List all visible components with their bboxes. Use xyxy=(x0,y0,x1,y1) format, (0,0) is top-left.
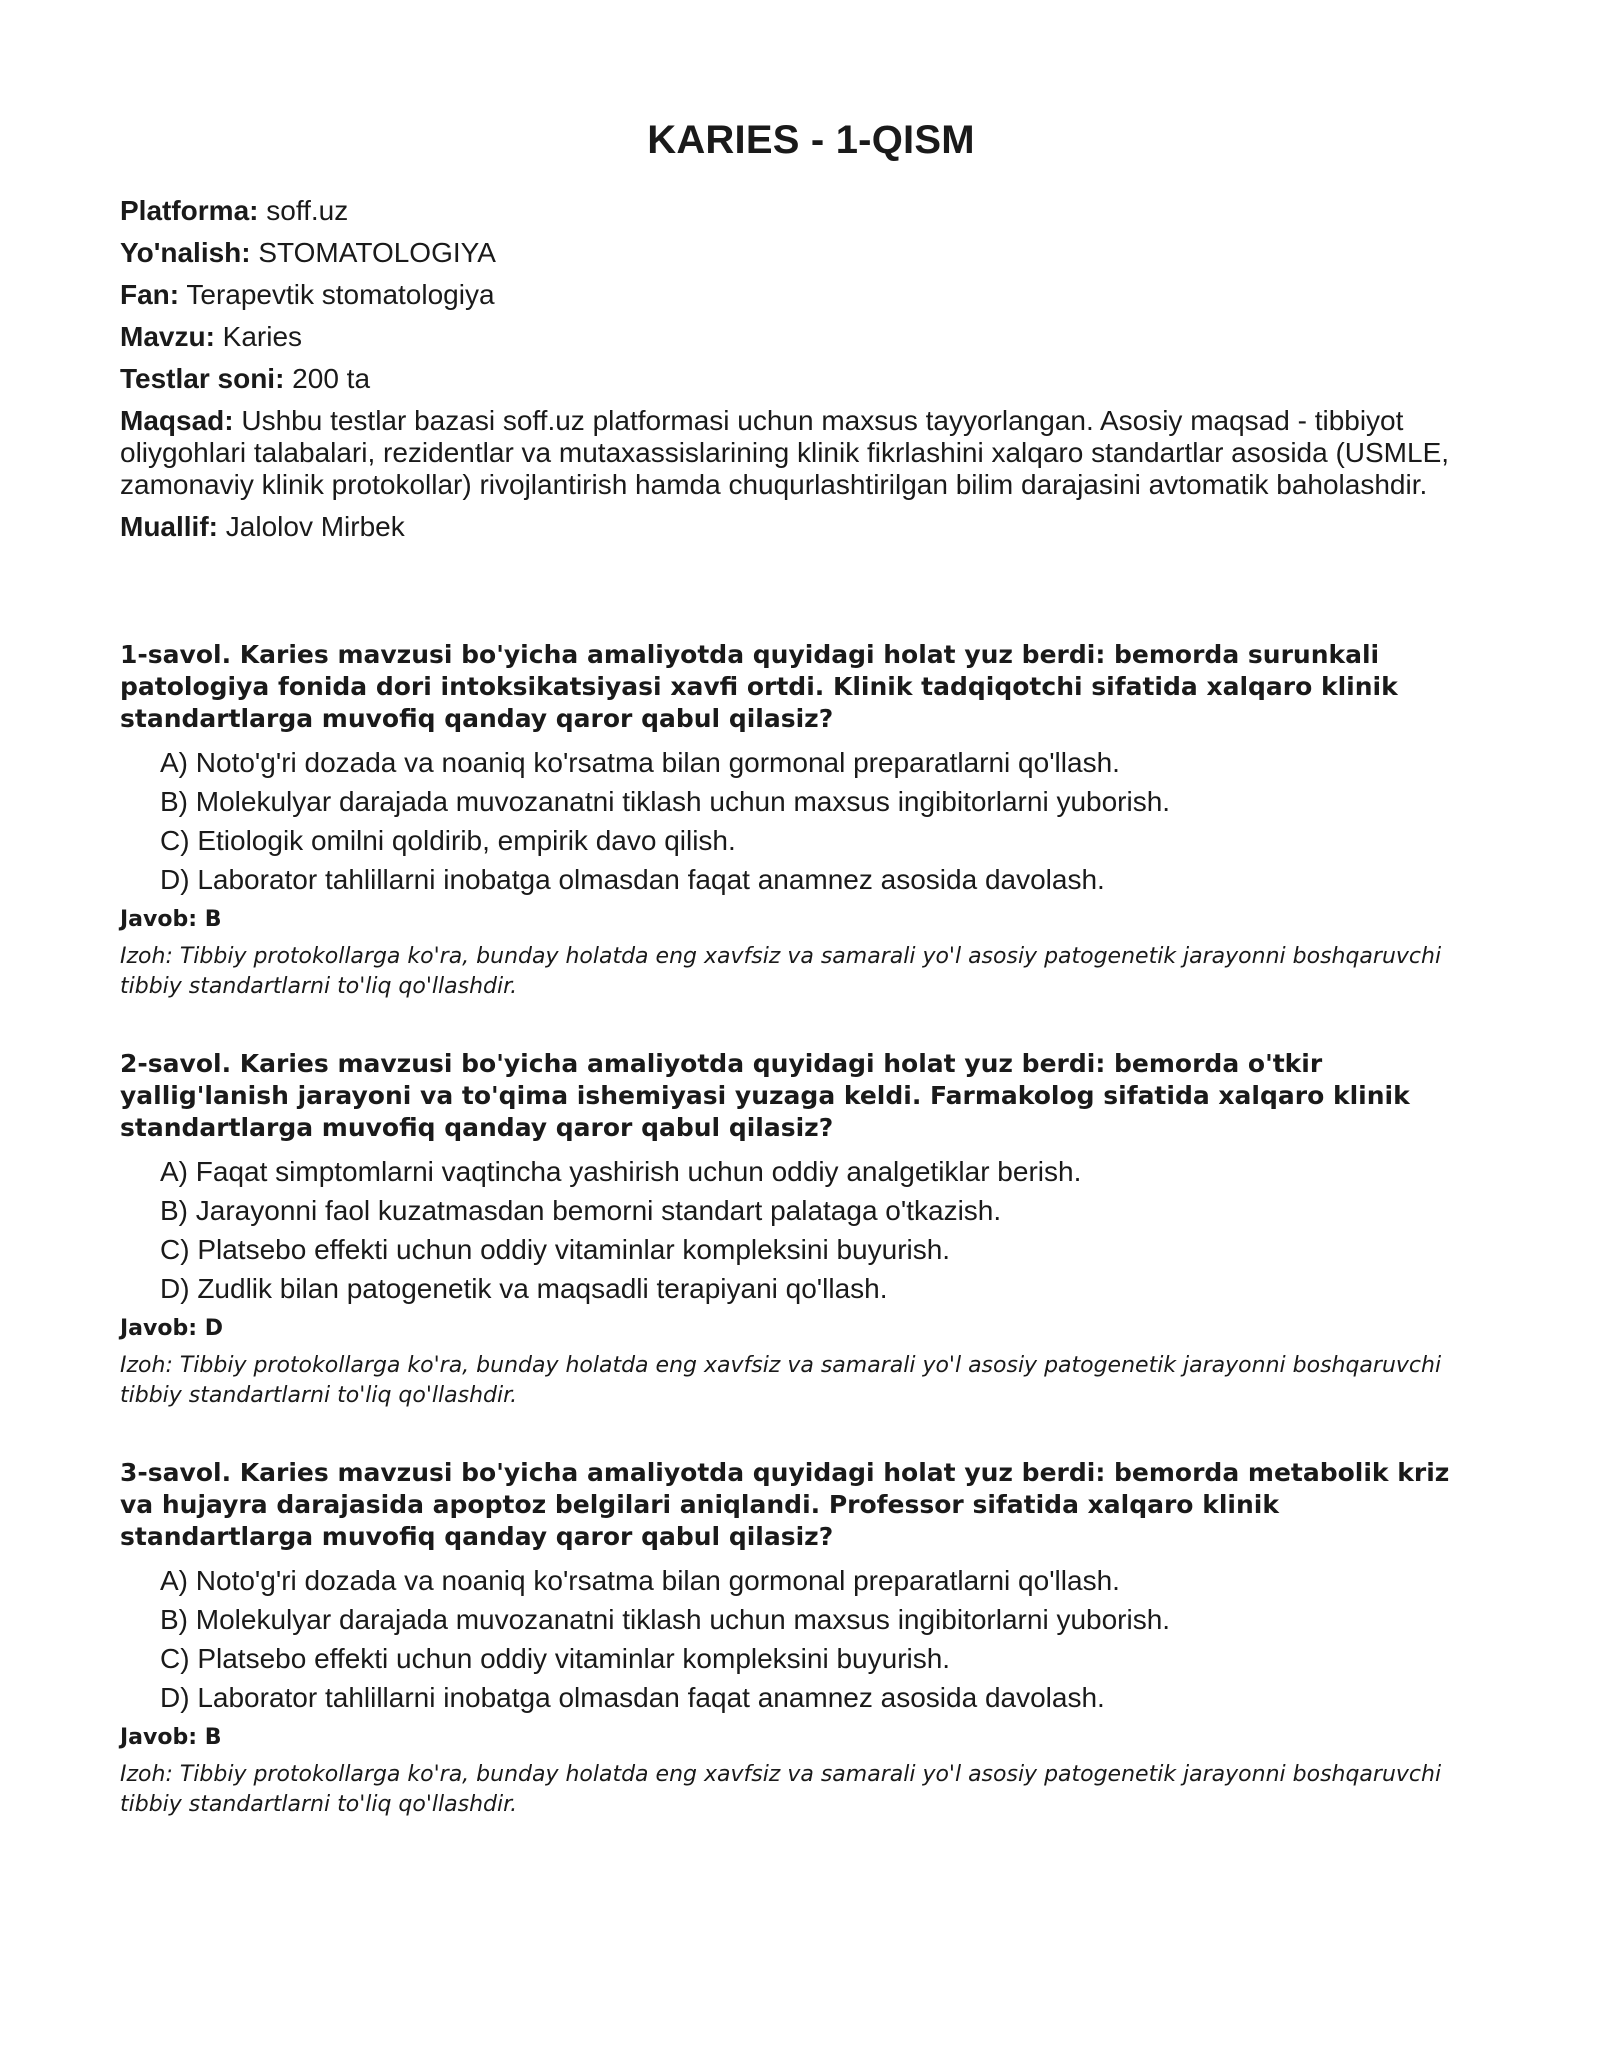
meta-value: Jalolov Mirbek xyxy=(218,511,405,542)
meta-key: Yo'nalish: xyxy=(120,237,251,268)
option-d: D) Laborator tahlillarni inobatga olmasdan faqat anamnez asosida davolash. xyxy=(160,864,1105,895)
meta-key: Mavzu: xyxy=(120,321,215,352)
document-title: KARIES - 1-QISM xyxy=(647,118,975,162)
explanation-text: Izoh: Tibbiy protokollarga ko'ra, bunday holatda eng xavfsiz va samarali yo'l asosiy patogenetik jarayonni boshqaruvchi tibbiy standartlarni to'liq qo'llashdir. xyxy=(120,944,1442,999)
meta-key: Muallif: xyxy=(120,511,218,542)
answer-label: Javob: B xyxy=(120,907,222,932)
option-c: C) Platsebo effekti uchun oddiy vitaminlar kompleksini buyurish. xyxy=(160,1234,951,1265)
meta-direction xyxy=(120,237,1460,269)
meta-value: 200 ta xyxy=(284,363,371,394)
meta-key: Fan: xyxy=(120,279,180,310)
option-a: A) Noto'g'ri dozada va noaniq ko'rsatma bilan gormonal preparatlarni qo'llash. xyxy=(160,1565,1120,1596)
question-3 xyxy=(120,1457,1460,1820)
option-c: C) Platsebo effekti uchun oddiy vitaminlar kompleksini buyurish. xyxy=(160,1643,951,1674)
option-list xyxy=(160,747,1460,896)
option-list xyxy=(160,1156,1460,1305)
option-b: B) Molekulyar darajada muvozanatni tiklash uchun maxsus ingibitorlarni yuborish. xyxy=(160,1604,1171,1635)
option-c: C) Etiologik omilni qoldirib, empirik davo qilish. xyxy=(160,825,736,856)
option-b: B) Jarayonni faol kuzatmasdan bemorni standart palataga o'tkazish. xyxy=(160,1195,1002,1226)
explanation-text: Izoh: Tibbiy protokollarga ko'ra, bunday holatda eng xavfsiz va samarali yo'l asosiy patogenetik jarayonni boshqaruvchi tibbiy standartlarni to'liq qo'llashdir. xyxy=(120,1762,1442,1817)
option-a: A) Faqat simptomlarni vaqtincha yashirish uchun oddiy analgetiklar berish. xyxy=(160,1156,1082,1187)
meta-topic xyxy=(120,321,1460,353)
question-title: 1-savol. Karies mavzusi bo'yicha amaliyotda quyidagi holat yuz berdi: bemorda surunkali patologiya fonida dori intoksikatsiyasi xavfi ortdi. Klinik tadqiqotchi sifatida xalqaro klinik standartlarga muvofiq qanday qaror qabul qilasiz? xyxy=(120,640,1398,733)
meta-value: STOMATOLOGIYA xyxy=(250,237,496,268)
answer-label: Javob: B xyxy=(120,1725,222,1750)
meta-value: soff.uz xyxy=(258,195,349,226)
option-d: D) Laborator tahlillarni inobatga olmasdan faqat anamnez asosida davolash. xyxy=(160,1682,1105,1713)
option-list xyxy=(160,1565,1460,1714)
meta-key: Maqsad: xyxy=(120,405,234,436)
meta-subject xyxy=(120,279,1460,311)
option-d: D) Zudlik bilan patogenetik va maqsadli terapiyani qo'llash. xyxy=(160,1273,888,1304)
answer-label: Javob: D xyxy=(120,1316,223,1341)
meta-value: Karies xyxy=(214,321,303,352)
explanation-text: Izoh: Tibbiy protokollarga ko'ra, bunday holatda eng xavfsiz va samarali yo'l asosiy patogenetik jarayonni boshqaruvchi tibbiy standartlarni to'liq qo'llashdir. xyxy=(120,1353,1442,1408)
meta-key: Platforma: xyxy=(120,195,259,226)
question-2 xyxy=(120,1048,1460,1411)
option-b: B) Molekulyar darajada muvozanatni tiklash uchun maxsus ingibitorlarni yuborish. xyxy=(160,786,1171,817)
option-a: A) Noto'g'ri dozada va noaniq ko'rsatma bilan gormonal preparatlarni qo'llash. xyxy=(160,747,1120,778)
meta-test-count xyxy=(120,363,1460,395)
meta-key: Testlar soni: xyxy=(120,363,285,394)
meta-platform xyxy=(120,195,1460,227)
meta-author xyxy=(120,511,1460,543)
meta-value: Ushbu testlar bazasi soff.uz platformasi uchun maxsus tayyorlangan. Asosiy maqsad - tibbiyot oliygohlari talabalari, rezidentlar va mutaxassislarining klinik fikrlashini xalqaro standartlar asosida (USMLE, zamonaviy klinik protokollar) rivojlantirish hamda chuqurlashtirilgan bilim darajasini avtomatik baholashdir. xyxy=(120,405,1450,500)
metadata-block xyxy=(120,195,1460,543)
question-title: 2-savol. Karies mavzusi bo'yicha amaliyotda quyidagi holat yuz berdi: bemorda o'tkir yallig'lanish jarayoni va to'qima ishemiyasi yuzaga keldi. Farmakolog sifatida xalqaro klinik standartlarga muvofiq qanday qaror qabul qilasiz? xyxy=(120,1049,1410,1142)
question-title: 3-savol. Karies mavzusi bo'yicha amaliyotda quyidagi holat yuz berdi: bemorda metabolik kriz va hujayra darajasida apoptoz belgilari aniqlandi. Professor sifatida xalqaro klinik standartlarga muvofiq qanday qaror qabul qilasiz? xyxy=(120,1458,1450,1551)
question-1 xyxy=(120,639,1460,1002)
meta-purpose xyxy=(120,405,1460,501)
document-page xyxy=(120,118,1460,1866)
meta-value: Terapevtik stomatologiya xyxy=(179,279,495,310)
